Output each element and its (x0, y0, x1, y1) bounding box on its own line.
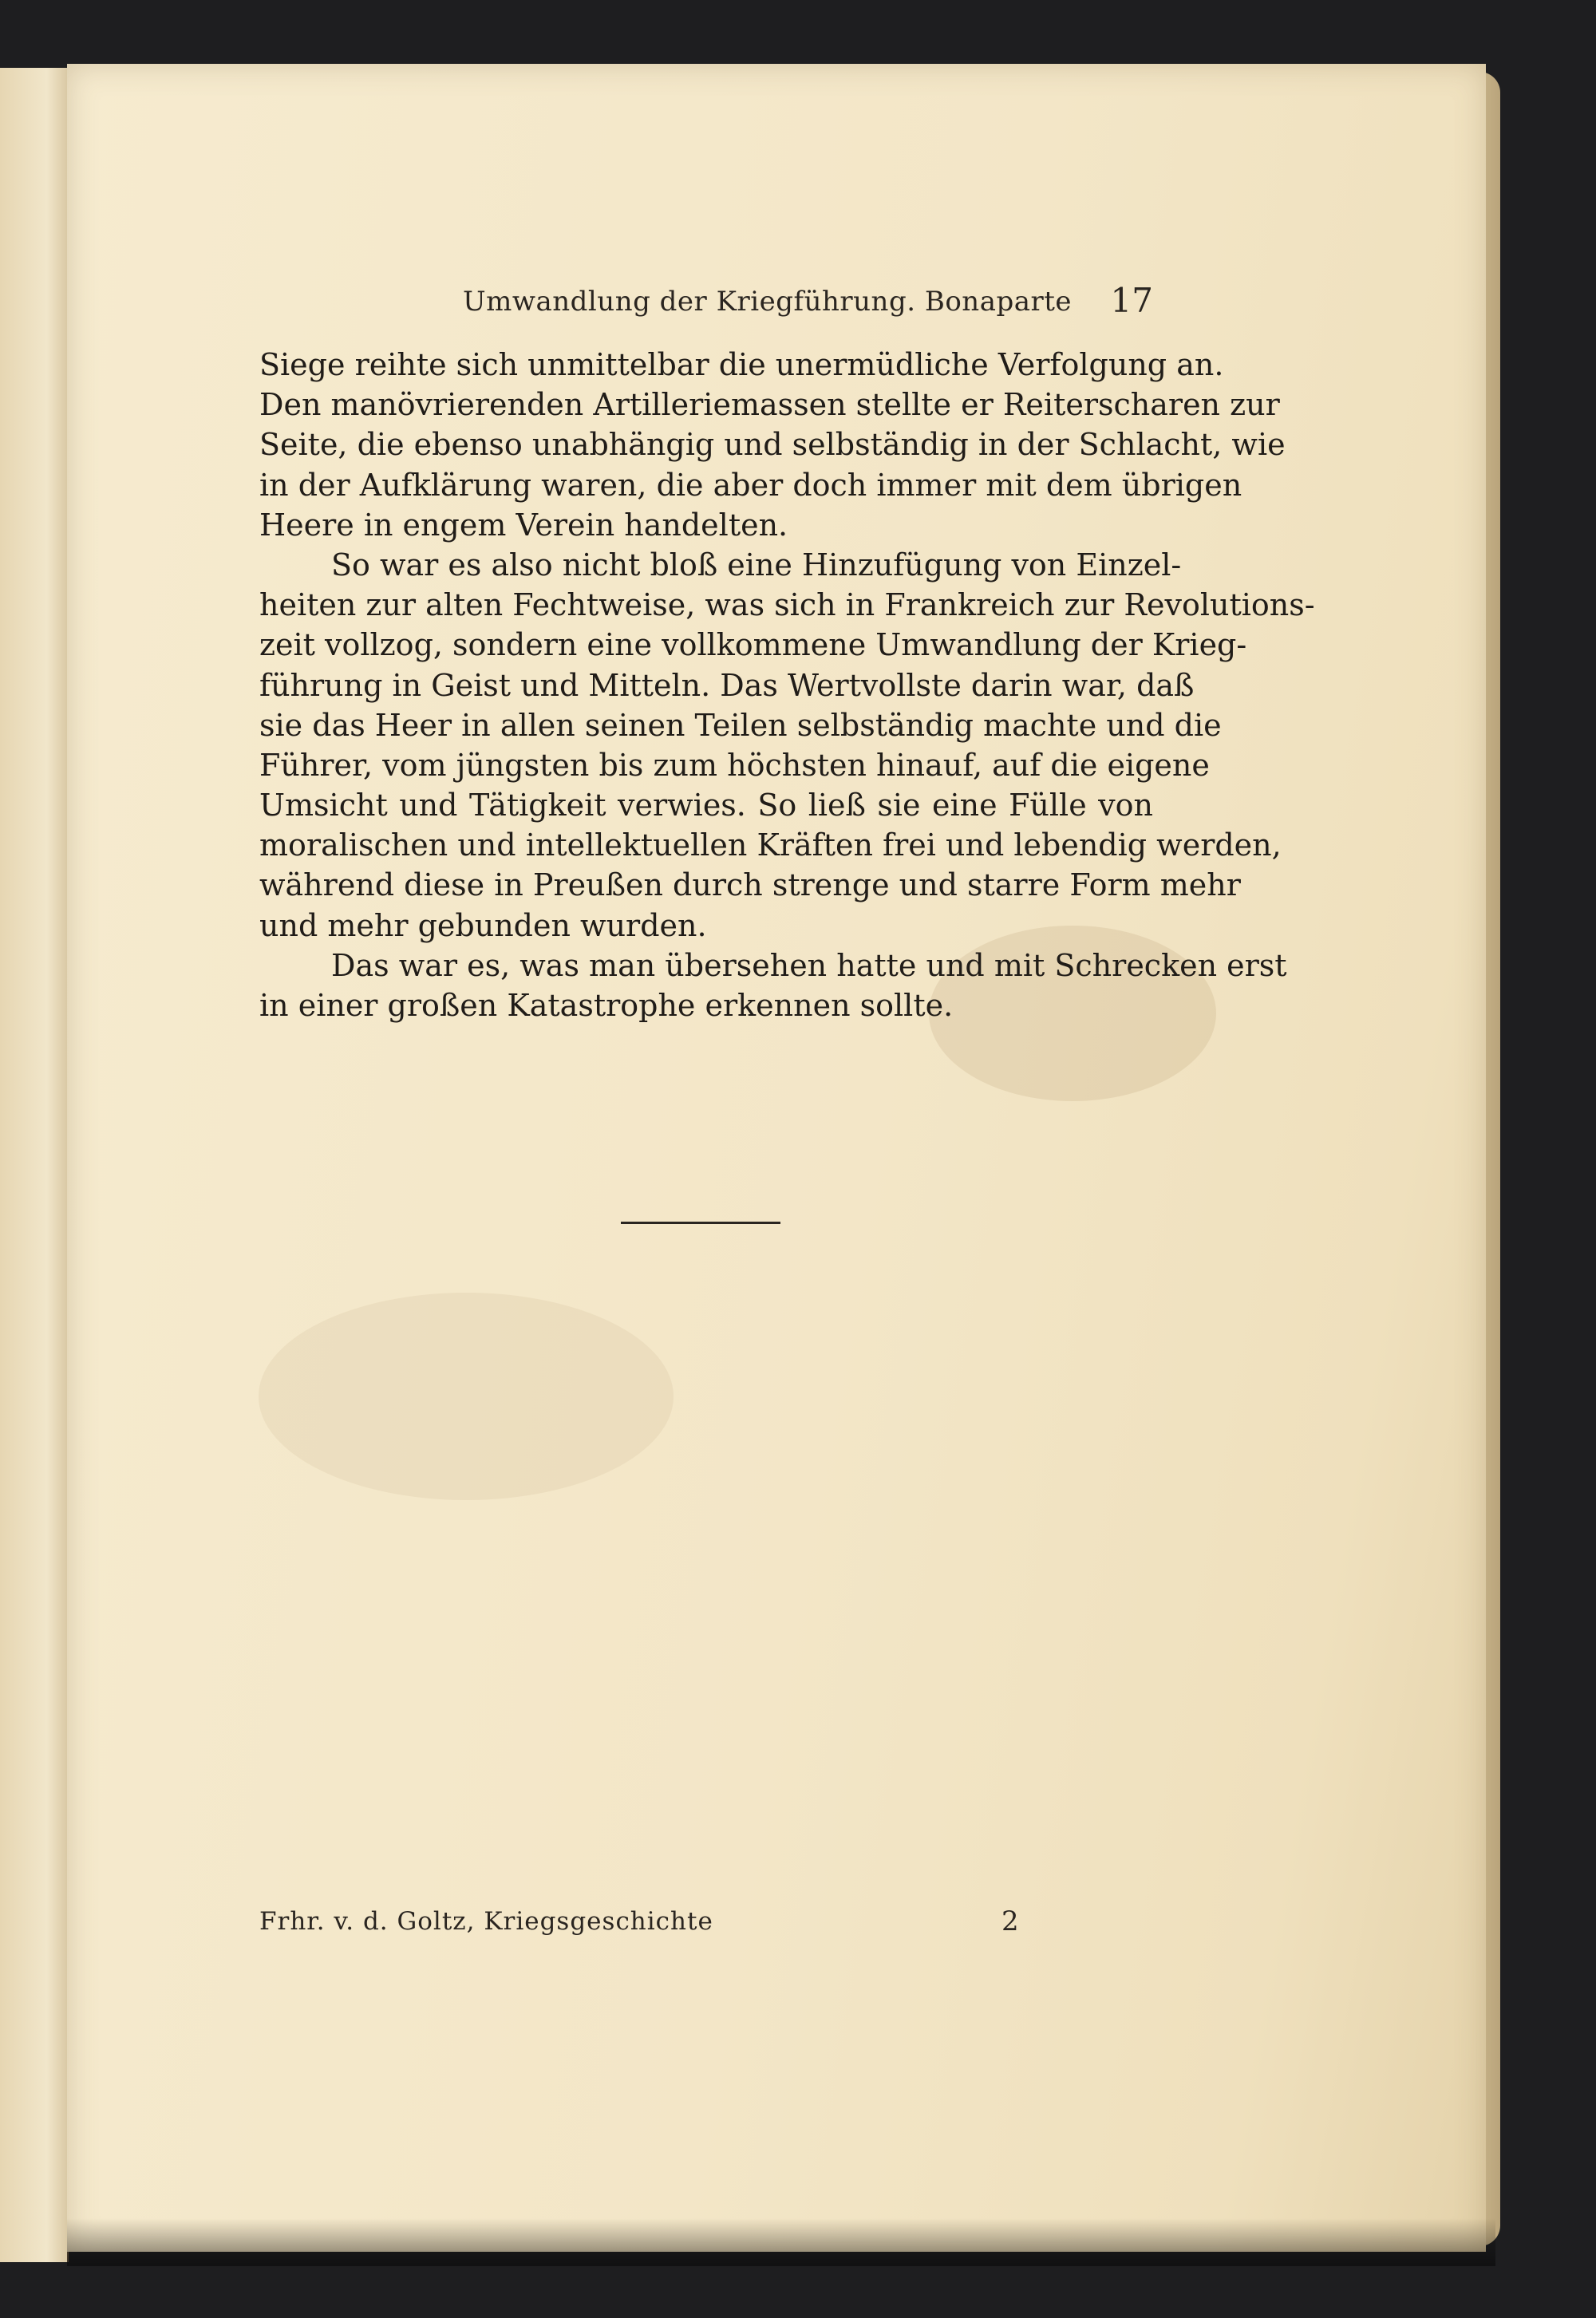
paragraph (259, 946, 1287, 1025)
signature-number: 2 (1001, 1905, 1019, 1937)
paragraph (259, 545, 1315, 946)
text-line: in der Aufklärung waren, die aber doch immer mit dem übrigen (259, 467, 1242, 503)
running-head: Umwandlung der Kriegführung. Bonaparte (463, 286, 1073, 318)
page-header (259, 279, 1153, 327)
text-line: sie das Heer in allen seinen Teilen selbständig machte und die (259, 707, 1222, 743)
text-line: So war es also nicht bloß eine Hinzufügung von Einzel- (331, 547, 1182, 582)
text-line: moralischen und intellektuellen Kräften frei und lebendig werden, (259, 827, 1282, 863)
text-line: Siege reihte sich unmittelbar die unermüdliche Verfolgung an. (259, 347, 1224, 382)
paragraph (259, 345, 1286, 545)
signature-line: Frhr. v. d. Goltz, Kriegsgeschichte (259, 1907, 713, 1936)
text-line: heiten zur alten Fechtweise, was sich in Frankreich zur Revolutions- (259, 587, 1315, 623)
text-line: Das war es, was man übersehen hatte und mit Schrecken erst (331, 947, 1287, 983)
text-line: Heere in engem Verein handelten. (259, 507, 788, 543)
text-line: Seite, die ebenso unabhängig und selbständig in der Schlacht, wie (259, 427, 1286, 463)
text-line: Den manövrierenden Artilleriemassen stellte er Reiterscharen zur (259, 387, 1280, 423)
section-rule (621, 1222, 780, 1224)
text-line: in einer großen Katastrophe erkennen sollte. (259, 988, 954, 1023)
page-stain (259, 1293, 674, 1500)
text-line: führung in Geist und Mitteln. Das Wertvollste darin war, daß (259, 667, 1195, 703)
text-line: und mehr gebunden wurden. (259, 907, 707, 943)
page-bottom-shadow (67, 2218, 1495, 2266)
text-line: zeit vollzog, sondern eine vollkommene Umwandlung der Krieg- (259, 627, 1247, 663)
text-line: Umsicht und Tätigkeit verwies. So ließ sie eine Fülle von (259, 788, 1153, 823)
text-line: Führer, vom jüngsten bis zum höchsten hinauf, auf die eigene (259, 747, 1210, 783)
signature-footer (259, 1907, 1153, 1945)
body-text (259, 345, 1315, 1025)
page-number: 17 (1110, 281, 1153, 320)
text-line: während diese in Preußen durch strenge und starre Form mehr (259, 867, 1241, 903)
left-page-edge (0, 68, 69, 2262)
